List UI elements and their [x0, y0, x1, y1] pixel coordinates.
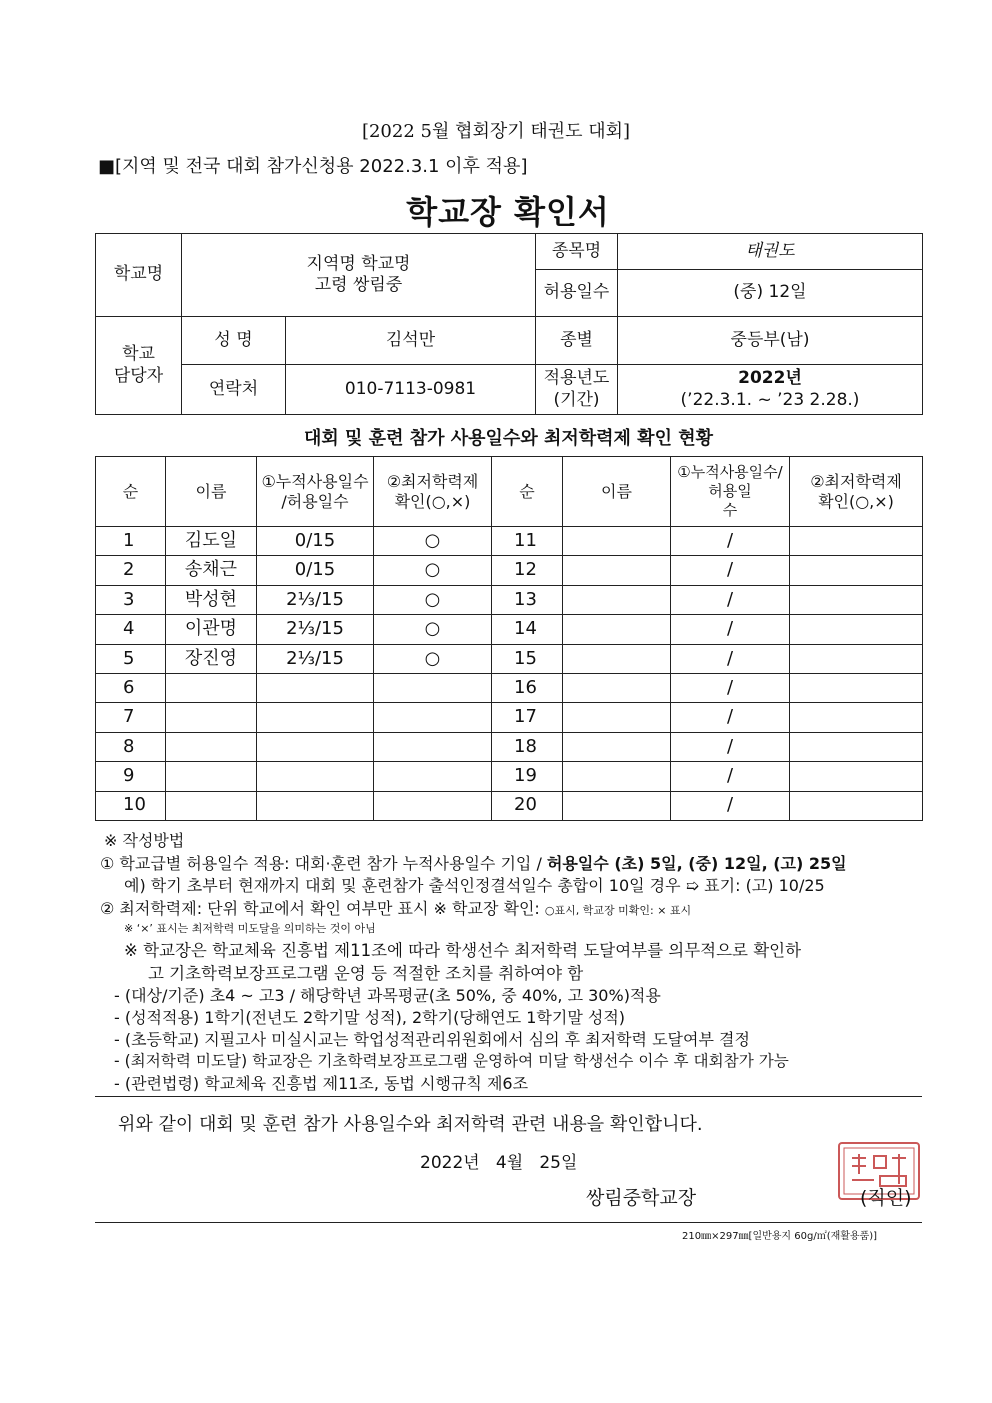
year-cell: [618, 365, 923, 415]
notes-heading: ※ 작성방법: [104, 831, 185, 850]
academic-check: [790, 762, 923, 791]
row-no: 17: [492, 703, 563, 732]
col-name-left: 이름: [166, 457, 257, 527]
days-used: 0/15: [257, 556, 374, 585]
col-check-right: [790, 457, 923, 527]
note-bullet-5: - (관련법령) 학교체육 진흥법 제11조, 동법 시행규칙 제6조: [114, 1074, 529, 1093]
table-row: [96, 673, 923, 702]
academic-check: ○: [374, 615, 492, 644]
col-no-left: 순: [96, 457, 166, 527]
academic-check: [790, 791, 923, 820]
seal-mark: (직인): [860, 1187, 912, 1209]
year-value: 2022년: [738, 368, 802, 389]
student-name: [563, 732, 671, 761]
note-3a: ※ 학교장은 학교체육 진흥법 제11조에 따라 학생선수 최저학력 도달여부를 의무적으로 확인하: [124, 941, 802, 960]
contact-value: 010-7113-0981: [286, 365, 536, 415]
table-row: [96, 527, 923, 556]
row-no: 6: [96, 673, 166, 702]
col-days-left-2: /허용일수: [281, 491, 349, 511]
academic-check: ○: [374, 585, 492, 614]
days-used: [257, 791, 374, 820]
academic-check: [790, 644, 923, 673]
academic-check: [790, 615, 923, 644]
table-row: [96, 585, 923, 614]
note-2-small: ○표시, 학교장 미확인: × 표시: [544, 904, 692, 917]
note-1-example: 예) 학기 초부터 현재까지 대회 및 훈련참가 출석인정결석일수 총합이 10일 경우 ➯ 표기: (고) 10/25: [124, 876, 825, 895]
status-table: [95, 456, 923, 821]
student-name: [563, 791, 671, 820]
school-cell: [182, 234, 536, 317]
row-no: 10: [96, 791, 166, 820]
status-header-row: [96, 457, 923, 527]
student-name: [563, 644, 671, 673]
school-sub1: 지역명 학교명: [306, 253, 411, 274]
col-days-left: [257, 457, 374, 527]
col-no-right: 순: [492, 457, 563, 527]
row-no: 4: [96, 615, 166, 644]
scope-line: ■[지역 및 전국 대회 참가신청용 2022.3.1 이후 적용]: [98, 156, 528, 177]
col-check-left-1: ②최저학력제: [386, 471, 479, 491]
col-name-right: 이름: [563, 457, 671, 527]
row-no: 8: [96, 732, 166, 761]
col-check-left: [374, 457, 492, 527]
note-bullet-2: - (성적적용) 1학기(전년도 2학기말 성적), 2학기(당해연도 1학기말 성적): [114, 1008, 626, 1027]
days-used: /: [671, 762, 790, 791]
academic-check: [790, 527, 923, 556]
days-used: 2⅓/15: [257, 585, 374, 614]
row-no: 12: [492, 556, 563, 585]
student-name: [166, 703, 257, 732]
student-name: [166, 732, 257, 761]
academic-check: [790, 703, 923, 732]
manager-label: [96, 317, 182, 415]
student-name: [166, 673, 257, 702]
academic-check: [374, 673, 492, 702]
student-name: [563, 703, 671, 732]
days-used: [257, 673, 374, 702]
days-used: /: [671, 527, 790, 556]
table-row: [96, 644, 923, 673]
table-row: [96, 732, 923, 761]
category-label: 종별: [536, 317, 618, 365]
days-used: /: [671, 556, 790, 585]
note-1: [100, 851, 847, 874]
row-no: 9: [96, 762, 166, 791]
note-2-text: ② 최저학력제: 단위 학교에서 확인 여부만 표시 ※ 학교장 확인:: [100, 899, 545, 918]
sport-label: 종목명: [536, 234, 618, 270]
row-no: 7: [96, 703, 166, 732]
row-no: 19: [492, 762, 563, 791]
academic-check: ○: [374, 556, 492, 585]
table-row: [96, 762, 923, 791]
year-label-1: 적용년도: [543, 368, 610, 389]
row-no: 16: [492, 673, 563, 702]
table-row: [96, 703, 923, 732]
academic-check: [374, 791, 492, 820]
row-no: 18: [492, 732, 563, 761]
student-name: [166, 791, 257, 820]
days-used: /: [671, 673, 790, 702]
col-days-right: [671, 457, 790, 527]
academic-check: [374, 762, 492, 791]
academic-check: [790, 673, 923, 702]
days-used: 2⅓/15: [257, 615, 374, 644]
year-period: (’22.3.1. ~ ’23 2.28.): [680, 389, 860, 410]
table-row: [96, 556, 923, 585]
allowed-label: 허용일수: [536, 270, 618, 317]
row-no: 13: [492, 585, 563, 614]
student-name: [563, 527, 671, 556]
note-3b: 고 기초학력보장프로그램 운영 등 적절한 조치를 취하여야 함: [148, 964, 584, 983]
col-check-right-1: ②최저학력제: [810, 471, 902, 491]
col-days-right-1: ①누적사용일수/: [677, 463, 783, 482]
doc-title: 학교장 확인서: [406, 193, 610, 231]
days-used: /: [671, 791, 790, 820]
student-name: 박성현: [166, 585, 257, 614]
days-used: 0/15: [257, 527, 374, 556]
col-check-right-2: 확인(○,×): [818, 491, 894, 511]
academic-check: ○: [374, 644, 492, 673]
manager-label-2: 담당자: [113, 365, 164, 386]
category-value: 중등부(남): [618, 317, 923, 365]
note-bullet-1: - (대상/기준) 초4 ~ 고3 / 해당학년 과목평균(초 50%, 중 40%, 고 30%)적용: [114, 986, 661, 1005]
academic-check: ○: [374, 527, 492, 556]
manager-label-1: 학교: [122, 344, 155, 365]
student-name: 이관명: [166, 615, 257, 644]
year-label-2: (기간): [553, 389, 600, 410]
school-sub2: 고령 쌍림중: [314, 275, 403, 295]
days-used: /: [671, 615, 790, 644]
contact-label: 연락처: [182, 365, 286, 415]
signer: 쌍림중학교장: [586, 1187, 697, 1209]
row-no: 5: [96, 644, 166, 673]
row-no: 15: [492, 644, 563, 673]
note-bullet-4: - (최저학력 미도달) 학교장은 기초학력보장프로그램 운영하여 미달 학생선수 이수 후 대회참가 가능: [114, 1052, 789, 1070]
info-table: [95, 233, 923, 415]
days-used: /: [671, 732, 790, 761]
days-used: [257, 762, 374, 791]
student-name: [563, 762, 671, 791]
student-name: [563, 585, 671, 614]
academic-check: [790, 585, 923, 614]
days-used: [257, 732, 374, 761]
table-row: [96, 615, 923, 644]
note-bullet-3: - (초등학교) 지필고사 미실시교는 학업성적관리위원회에서 심의 후 최저학력 도달여부 결정: [114, 1030, 750, 1049]
col-days-left-1: ①누적사용일수: [261, 471, 369, 491]
row-no: 20: [492, 791, 563, 820]
days-used: /: [671, 703, 790, 732]
note-2-sub: ※ ‘×’ 표시는 최저학력 미도달을 의미하는 것이 아님: [124, 922, 376, 935]
row-no: 2: [96, 556, 166, 585]
allowed-value: (중) 12일: [618, 270, 923, 317]
confirm-statement: 위와 같이 대회 및 훈련 참가 사용일수와 최저학력 관련 내용을 확인합니다.: [118, 1114, 703, 1135]
paper-spec: 210㎜×297㎜[일반용지 60g/㎡(재활용품)]: [682, 1231, 878, 1242]
student-name: [563, 556, 671, 585]
col-days-right-3: 수: [722, 500, 738, 519]
table-row: [96, 791, 923, 820]
student-name: 송채근: [166, 556, 257, 585]
academic-check: [790, 556, 923, 585]
name-label: 성 명: [182, 317, 286, 365]
note-1-text: ① 학교급별 허용일수 적용: 대회·훈련 참가 누적사용일수 기입 /: [100, 854, 547, 873]
academic-check: [790, 732, 923, 761]
year-label: [536, 365, 618, 415]
days-used: /: [671, 585, 790, 614]
days-used: /: [671, 644, 790, 673]
row-no: 3: [96, 585, 166, 614]
student-name: [563, 673, 671, 702]
student-name: [563, 615, 671, 644]
row-no: 1: [96, 527, 166, 556]
col-check-left-2: 확인(○,×): [394, 491, 471, 511]
academic-check: [374, 732, 492, 761]
notes-divider: [95, 1096, 922, 1097]
student-name: [166, 762, 257, 791]
footer-divider: [95, 1222, 922, 1223]
status-title: 대회 및 훈련 참가 사용일수와 최저학력제 확인 현황: [303, 428, 713, 449]
sport-value: 태권도: [618, 234, 923, 270]
confirm-date: 2022년 4월 25일: [420, 1153, 578, 1173]
event-title: [2022 5월 협회장기 태권도 대회]: [361, 121, 631, 142]
note-1-bold: 허용일수 (초) 5일, (중) 12일, (고) 25일: [546, 854, 847, 873]
row-no: 11: [492, 527, 563, 556]
student-name: 장진영: [166, 644, 257, 673]
note-2: [100, 896, 691, 919]
academic-check: [374, 703, 492, 732]
col-days-right-2: 허용일: [708, 482, 752, 501]
row-no: 14: [492, 615, 563, 644]
name-value: 김석만: [286, 317, 536, 365]
days-used: [257, 703, 374, 732]
school-label: 학교명: [96, 234, 182, 317]
student-name: 김도일: [166, 527, 257, 556]
days-used: 2⅓/15: [257, 644, 374, 673]
